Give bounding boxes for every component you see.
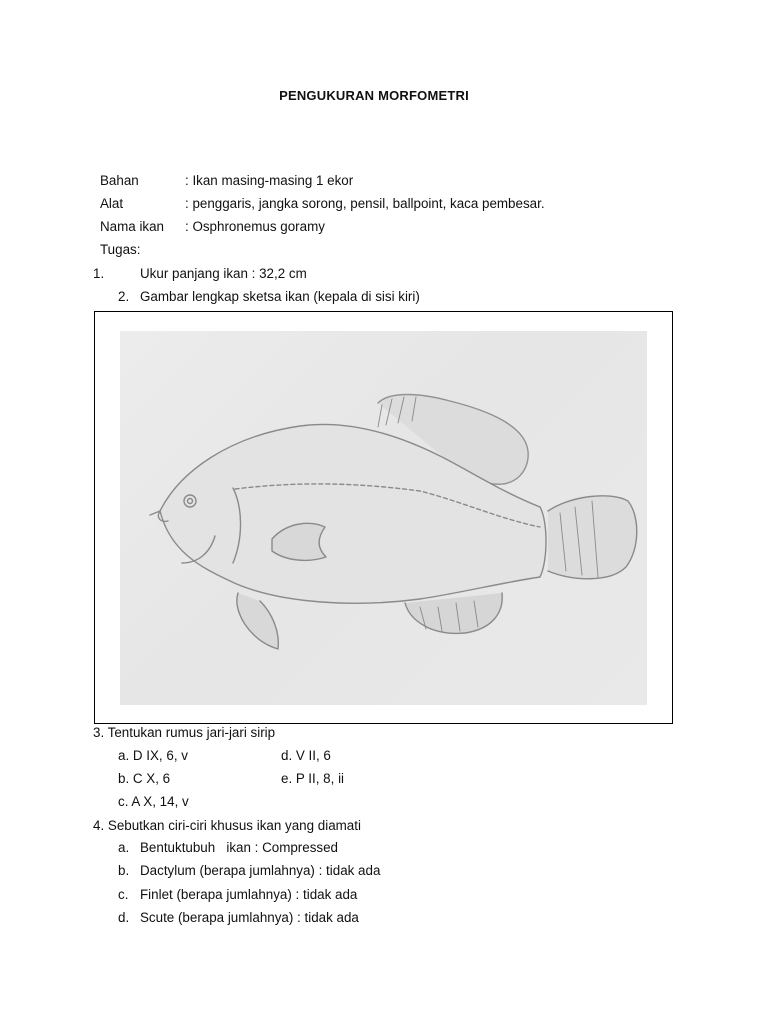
fin-formula-e: e. P II, 8, ii bbox=[281, 771, 345, 786]
task4-text-b: Dactylum (berapa jumlahnya) : tidak ada bbox=[140, 863, 381, 878]
task4-heading: 4. Sebutkan ciri-ciri khusus ikan yang diamati bbox=[93, 818, 361, 833]
task4-letter-d: d. bbox=[118, 910, 130, 925]
task2-number: 2. bbox=[118, 289, 130, 304]
info-value-bahan: : Ikan masing-masing 1 ekor bbox=[185, 173, 354, 188]
task4-letter-b: b. bbox=[118, 863, 130, 878]
task4-text-c: Finlet (berapa jumlahnya) : tidak ada bbox=[140, 887, 358, 902]
task1-text: Ukur panjang ikan : 32,2 cm bbox=[140, 266, 307, 281]
fish-sketch-image bbox=[120, 331, 647, 705]
fin-formula-a: a. D IX, 6, v bbox=[118, 748, 188, 763]
info-label-bahan: Bahan bbox=[100, 173, 139, 188]
task2-text: Gambar lengkap sketsa ikan (kepala di sisi kiri) bbox=[140, 289, 420, 304]
task3-heading: 3. Tentukan rumus jari-jari sirip bbox=[93, 725, 276, 740]
fin-formula-c: c. A X, 14, v bbox=[118, 794, 189, 809]
info-value-nama-ikan: : Osphronemus goramy bbox=[185, 219, 325, 234]
fin-formula-d: d. V II, 6 bbox=[281, 748, 331, 763]
task4-text-a: Bentuktubuh ikan : Compressed bbox=[140, 840, 338, 855]
info-label-nama-ikan: Nama ikan bbox=[100, 219, 165, 234]
fin-formula-b: b. C X, 6 bbox=[118, 771, 171, 786]
tugas-label: Tugas: bbox=[100, 242, 141, 257]
page-title: PENGUKURAN MORFOMETRI bbox=[279, 88, 469, 103]
task4-text-d: Scute (berapa jumlahnya) : tidak ada bbox=[140, 910, 359, 925]
task1-number: 1. bbox=[93, 266, 105, 281]
task4-letter-c: c. bbox=[118, 887, 129, 902]
task4-letter-a: a. bbox=[118, 840, 130, 855]
info-label-alat: Alat bbox=[100, 196, 124, 211]
info-value-alat: : penggaris, jangka sorong, pensil, ballpoint, kaca pembesar. bbox=[185, 196, 545, 211]
